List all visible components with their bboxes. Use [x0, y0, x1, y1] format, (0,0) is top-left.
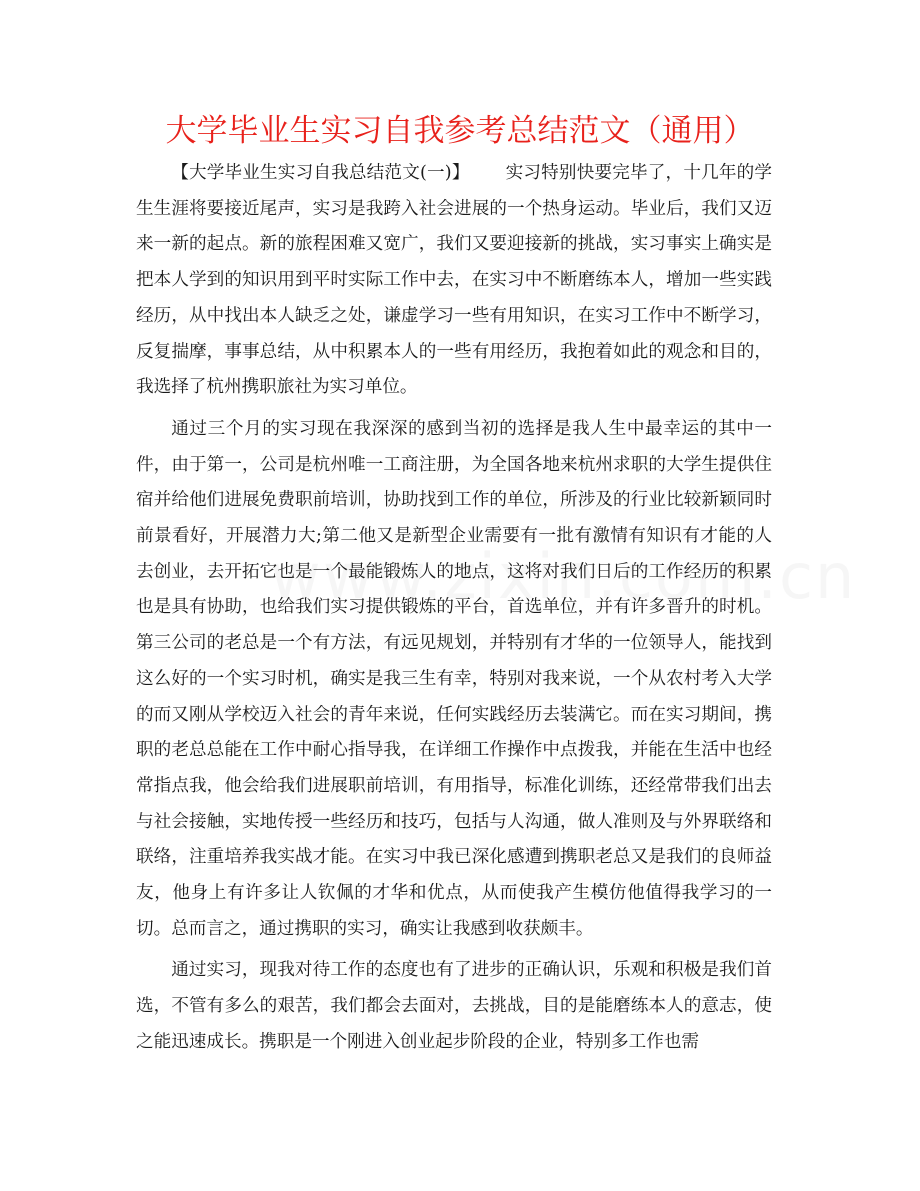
paragraph-2: 通过三个月的实习现在我深深的感到当初的选择是我人生中最幸运的其中一件，由于第一，公司是杭州唯一工商注册，为全国各地来杭州求职的大学生提供住宿并给他们进展免费职前培训，协助找到工作的单位，所涉及的行业比较新颖同时前景看好，开展潜力大;第二他又是新型企业需要有一批有激情有知识有才能的人去创业，去开拓它也是一个最能锻炼人的地点，这将对我们日后的工作经历的积累也是具有协助，也给我们实习提供锻炼的平台，首选单位，并有许多晋升的时机。第三公司的老总是一个有方法，有远见规划，并特别有才华的一位领导人，能找到这么好的一个实习时机，确实是我三生有幸，特别对我来说，一个从农村考入大学的而又刚从学校迈入社会的青年来说，任何实践经历去装满它。而在实习期间，携职的老总总能在工作中耐心指导我，在详细工作操作中点拨我，并能在生活中也经常指点我，他会给我们进展职前培训，有用指导，标准化训练，还经常带我们出去与社会接触，实地传授一些经历和技巧，包括与人沟通，做人准则及与外界联络和联络，注重培养我实战才能。在实习中我已深化感遭到携职老总又是我们的良师益友，他身上有许多让人钦佩的才华和优点，从而使我产生模仿他值得我学习的一切。总而言之，通过携职的实习，确实让我感到收获颇丰。 [136, 418, 772, 939]
document-body [136, 156, 772, 1067]
section-heading: 【大学毕业生实习自我总结范文(一)】 [171, 163, 470, 183]
paragraph-3: 通过实习，现我对待工作的态度也有了进步的正确认识，乐观和积极是我们首选，不管有多么的艰苦，我们都会去面对，去挑战，目的是能磨练本人的意志，使之能迅速成长。携职是一个刚进入创业起步阶段的企业，特别多工作也需 [136, 960, 772, 1052]
document-title: 大学毕业生实习自我参考总结范文（通用） [165, 113, 755, 149]
paragraph-1 [136, 156, 772, 406]
paragraph-1-text: 实习特别快要完毕了，十几年的学生生涯将要接近尾声，实习是我跨入社会进展的一个热身运动。毕业后，我们又迈来一新的起点。新的旅程困难又宽广，我们又要迎接新的挑战，实习事实上确实是把本人学到的知识用到平时实际工作中去，在实习中不断磨练本人，增加一些实践经历，从中找出本人缺乏之处，谦虚学习一些有用知识，在实习工作中不断学习，反复揣摩，事事总结，从中积累本人的一些有用经历，我抱着如此的观念和目的，我选择了杭州携职旅社为实习单位。 [136, 163, 772, 398]
